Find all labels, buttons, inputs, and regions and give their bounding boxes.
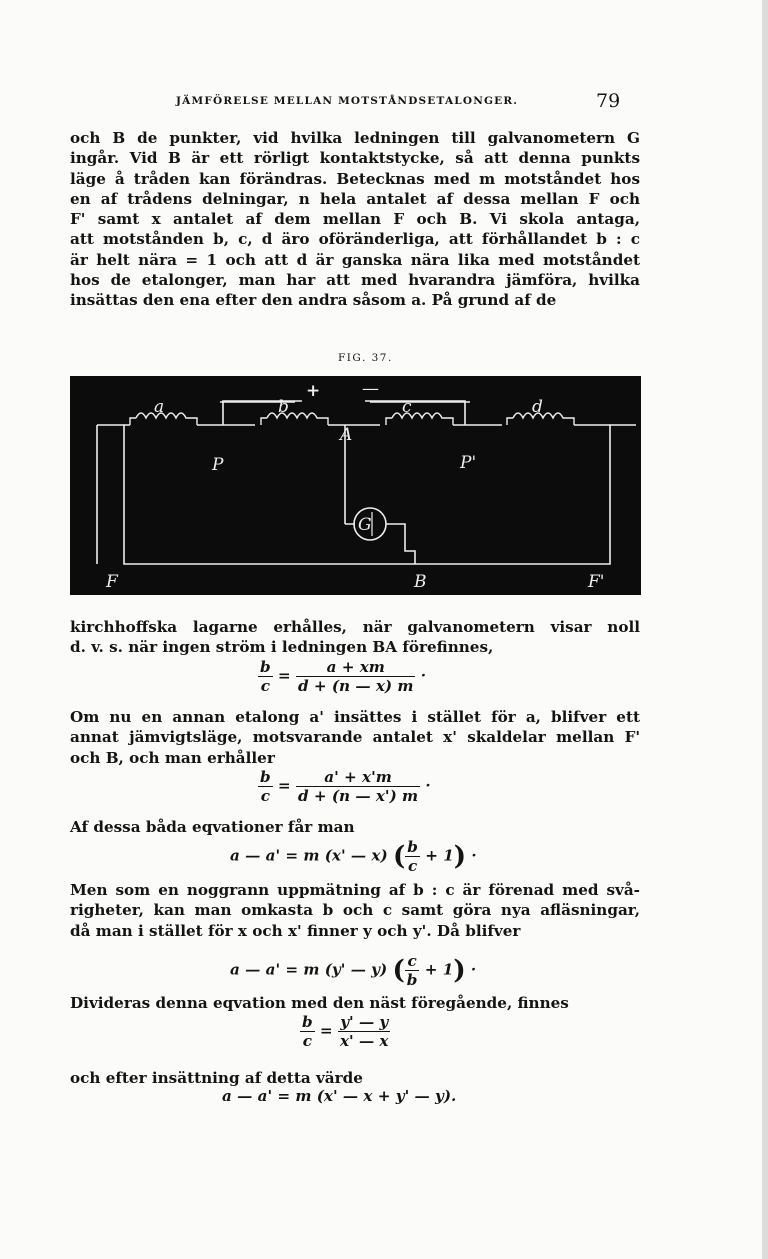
paragraph-1 (70, 128, 640, 311)
text-line: en af trådens delningar, n hela antalet af dessa mellan F och (70, 189, 640, 208)
text-line: att motstånden b, c, d äro oföränderliga, att förhållandet b : c (70, 230, 640, 249)
text-line: Om nu en annan etalong a' insättes i stället för a, blifver ett (70, 708, 640, 726)
paragraph-2 (70, 617, 640, 658)
label-d: d (532, 397, 543, 417)
running-header: JÄMFÖRELSE MELLAN MOTSTÅNDSETALONGER. (176, 95, 519, 107)
text-line: insättas den ena efter den andra såsom a. På grund af de (70, 291, 557, 310)
equation-6: a — a' = m (x' — x + y' — y). (222, 1087, 457, 1105)
text-line: och efter insättning af detta värde (70, 1069, 363, 1087)
label-P-prime: P' (460, 453, 477, 473)
label-b: b (278, 397, 289, 417)
equation-4: a — a' = m (y' — y) ( $\frac{c}{b}$ + 1) · (230, 952, 477, 989)
text-line: ingår. Vid B är ett rörligt kontaktstycke, så att denna punkts (70, 149, 640, 168)
text-line: då man i stället för x och x' finner y och y'. Då blifver (70, 921, 521, 940)
paragraph-6 (70, 993, 640, 1013)
label-P: P (212, 455, 224, 475)
text-line: läge å tråden kan förändras. Betecknas med m motståndet hos (70, 169, 640, 188)
label-plus: + (306, 381, 321, 401)
text-line: är helt nära = 1 och att d är ganska nära lika med motståndet (70, 250, 640, 269)
paragraph-7 (70, 1068, 640, 1088)
equation-5: $\frac{b}{c}$ = $\frac{y' — y}{x' — x}$ (302, 1013, 389, 1050)
text-line: d. v. s. när ingen ström i ledningen BA förefinnes, (70, 638, 494, 657)
text-line: och B, och man erhåller (70, 748, 275, 767)
text-line: righeter, kan man omkasta b och c samt göra nya afläsningar, (70, 901, 640, 920)
label-A: A (340, 425, 353, 445)
figure-caption: FIG. 37. (338, 352, 393, 364)
text-line: Men som en noggrann uppmätning af b : c är förenad med svå- (70, 881, 640, 899)
text-line: och B de punkter, vid hvilka ledningen till galvanometern G (70, 129, 640, 147)
label-B: B (414, 572, 427, 592)
label-F-prime: F' (588, 572, 605, 592)
paragraph-4 (70, 817, 640, 837)
text-line: Divideras denna eqvation med den näst föregående, finnes (70, 994, 569, 1012)
text-line: Af dessa båda eqvationer får man (70, 818, 355, 836)
page-edge (762, 0, 768, 1259)
text-line: F' samt x antalet af dem mellan F och B. Vi skola antaga, (70, 210, 640, 229)
page-number: 79 (596, 90, 621, 112)
text-line: hos de etalonger, man har att med hvarandra jämföra, hvilka (70, 271, 640, 290)
equation-1: $\frac{b}{c}$ = $\frac{a + xm}{d + (n — x) m}$ · (260, 658, 427, 695)
paragraph-5 (70, 880, 640, 941)
text-line: kirchhoffska lagarne erhålles, när galvanometern visar noll (70, 618, 640, 636)
text-line: annat jämvigtsläge, motsvarande antalet x' skaldelar mellan F' (70, 728, 640, 747)
label-F: F (106, 572, 118, 592)
label-minus: — (362, 379, 379, 399)
label-G: G (358, 515, 372, 535)
equation-2: $\frac{b}{c}$ = $\frac{a' + x'm}{d + (n — x') m}$ · (260, 768, 431, 805)
label-c: c (402, 397, 412, 417)
paragraph-3 (70, 707, 640, 768)
label-a: a (154, 397, 165, 417)
equation-3: a — a' = m (x' — x) ( $\frac{b}{c}$ + 1) · (230, 838, 477, 875)
circuit-figure (70, 376, 641, 595)
